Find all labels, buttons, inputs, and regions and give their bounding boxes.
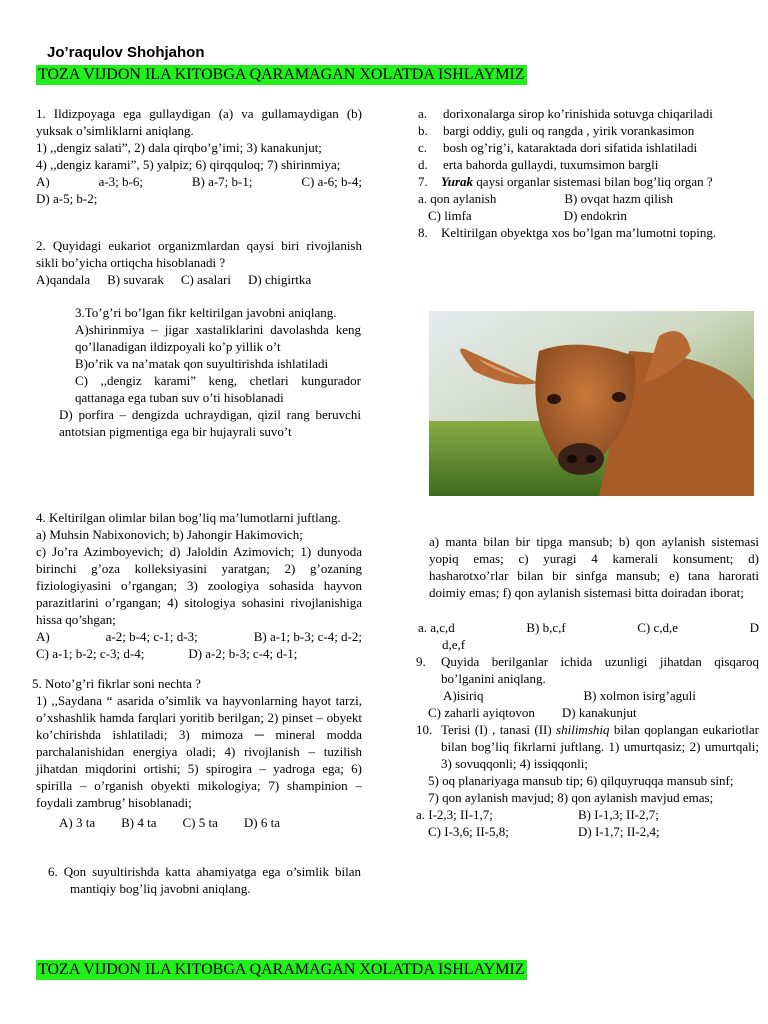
option: C) limfa	[428, 208, 472, 223]
question-1-options	[36, 173, 362, 190]
question-4-text: 4. Keltirilgan olimlar bilan bog’liq ma’lumotlarni juftlang.	[36, 510, 341, 525]
question-9-options	[416, 687, 759, 704]
option: D) 6 ta	[243, 815, 280, 830]
author-name: Jo’raqulov Shohjahon	[47, 44, 205, 61]
option: d. erta bahorda gullaydi, tuxumsimon bargli	[418, 157, 659, 172]
option: C) c,d,e	[637, 620, 679, 635]
option: a. I-2,3; II-1,7;	[416, 807, 493, 822]
question-4	[36, 509, 362, 662]
question-7-options	[418, 190, 731, 207]
option: B) ovqat hazm qilish	[564, 191, 674, 206]
option: A)	[36, 174, 50, 189]
question-4-options	[36, 628, 362, 645]
option: C) I-3,6; II-5,8;	[428, 824, 509, 839]
option: B) a-1; b-3; c-4; d-2;	[253, 629, 362, 644]
option: A)shirinmiya – jigar xastaliklarini davolashda keng qo’llanadigan ildizpoyali ko’p yillik o’t	[75, 322, 361, 354]
option: A) 3 ta	[59, 815, 96, 830]
option: c. bosh og’rig’i, kataraktada dori sifatida ishlatiladi	[418, 140, 698, 155]
option: C) a-6; b-4;	[301, 174, 362, 189]
question-6: 6. Qon suyultirishda katta ahamiyatga ega o’simlik bilan mantiqiy bog’liq javobni aniqlang.	[48, 864, 361, 896]
top-banner: TOZA VIJDON ILA KITOBGA QARAMAGAN XOLATDA ISHLAYMIZ	[38, 66, 525, 83]
option: d,e,f	[442, 637, 466, 652]
question-5-body: 1) ,,Saydana “ asarida o’simlik va hayvonlarning hayot tarzi, o’xshashlik hamda farqlari yoritib berilgan; 2) pinset – obyekt ko’chirishda ishlatiladi; 3) mimoza ─ mineral modda parchalanishidan energiya oladi; 4) rivojlanish – tuzilish jihatdan miqdorini ortishi; 5) spirogira – yadroga ega; 6) spirilla – o’rganish obyekti mikologiya; 7) shampinion – foydali zambrug’ hisoblanadi;	[36, 693, 362, 810]
option: a. dorixonalarga sirop ko’rinishida sotuvga chiqariladi	[418, 106, 713, 121]
option: a-2; b-4; c-1; d-3;	[105, 629, 198, 644]
question-10-text: Terisi (I) , tanasi (II) shilimshiq bilan qoplangan eukariotlar bilan bog’liq fikrlarni juftlang. 1) umurtqasiz; 2) umurtqali; 3) sovuqqonli; 4) issiqqonli;	[441, 722, 759, 771]
question-4-items: a) Muhsin Nabixonovich; b) Jahongir Hakimovich;	[36, 527, 303, 542]
option: a-3; b-6;	[98, 174, 143, 189]
question-10-options-2	[416, 823, 759, 840]
option: D) a-5; b-2;	[36, 191, 98, 206]
question-10: 10. Terisi (I) , tanasi (II) shilimshiq bilan qoplangan eukariotlar bilan bog’liq fikrlarni juftlang. 1) umurtqasiz; 2) umurtqali; 3) sovuqqonli; 4) issiqqonli; 5) oq planariyaga mansub tip; 6) qilquyruqqa mansub sinf; 7) qon aylanish mavjud; 8) qon aylanish mavjud emas; a. I-2,3; II-1,7; B) I-1,3; II-2,7; C) I-3,6; II-5,8; D) I-1,7; II-2,4;	[416, 722, 759, 839]
question-5-text: 5. Noto’g’ri fikrlar soni nechta ?	[32, 676, 201, 691]
question-6-options	[418, 105, 731, 241]
question-5-options	[32, 814, 362, 831]
question-10-items: 5) oq planariyaga mansub tip; 6) qilquyruqqa mansub sinf;	[428, 773, 734, 788]
option: D) porfira – dengizda uchraydigan, qizil rang beruvchi antotsian pigmentiga ega bir hujayrali suvo’t	[59, 407, 361, 439]
question-9: 9. Quyida berilganlar ichida uzunligi jihatdan qisqaroq bo’lganini aniqlang. A)isiriq B) xolmon isirg’aguli C) zaharli ayiqtovon D) kanakunjut	[416, 654, 759, 720]
bottom-banner: TOZA VIJDON ILA KITOBGA QARAMAGAN XOLATDA ISHLAYMIZ	[38, 961, 525, 978]
question-8-body: a) manta bilan bir tipga mansub; b) qon aylanish sistemasi yopiq emas; c) yuragi 4 kamerali konsument; d) hasharotxo’rlar bilan bir sinfga mansub; e) tana harorati doimiy emas; f) qon aylanish sistemasi bitta doiradan iborat;	[429, 534, 759, 600]
question-1-items-2: 4) ,,dengiz karami”, 5) yalpiz; 6) qirqquloq; 7) shirinmiya;	[36, 157, 341, 172]
option: B)o’rik va na’matak qon suyultirishda ishlatiladi	[75, 356, 329, 371]
question-10-keyword: shilimshiq	[556, 722, 610, 737]
question-8-options-row	[418, 619, 759, 636]
question-7-options-2	[418, 207, 731, 224]
option: B) 4 ta	[121, 815, 157, 830]
option: a. a,c,d	[418, 620, 455, 635]
question-4-items-2: c) Jo’ra Azimboyevich; d) Jaloldin Azimovich; 1) dunyoda birinchi g’oza kolleksiyasini yaratgan; 2) g’ozaning fiziologiyasini o’rgangan; 3) zoologiya sohasida hayvon parazitlarini o’rgangan; 4) sitologiya sohasini rivojlanishiga hissa qo’shgan;	[36, 544, 362, 627]
question-7: 7. Yurak qaysi organlar sistemasi bilan bog’liq organ ?	[418, 174, 713, 189]
option: C) zaharli ayiqtovon	[428, 705, 535, 720]
option: D) chigirtka	[248, 272, 312, 287]
option: a. qon aylanish	[418, 191, 497, 206]
option: C) 5 ta	[182, 815, 218, 830]
option: D) I-1,7; II-2,4;	[578, 824, 660, 839]
question-2	[36, 237, 362, 288]
option: B) b,c,f	[526, 620, 566, 635]
option: D) a-2; b-3; c-4; d-1;	[188, 646, 298, 661]
question-8: 8. Keltirilgan obyektga xos bo’lgan ma’lumotni toping.	[418, 225, 717, 240]
question-1	[36, 105, 362, 207]
option: D	[749, 620, 759, 635]
option: A)qandala	[36, 272, 91, 287]
option: A)isiriq	[443, 688, 484, 703]
option: b. bargi oddiy, guli oq rangda , yirik vorankasimon	[418, 123, 695, 138]
question-8-options	[418, 619, 759, 653]
option: B) I-1,3; II-2,7;	[578, 807, 659, 822]
option: C) ,,dengiz karami” keng, chetlari kungurador qattanaga ega tuban suv o’ti hisoblanadi	[75, 373, 361, 405]
question-9-text: Quyida berilganlar ichida uzunligi jihatdan qisqaroq bo’lganini aniqlang.	[441, 654, 759, 686]
question-1-text: 1. Ildizpoyaga ega gullaydigan (a) va gullamaydigan (b) yuksak o’simliklarni aniqlang.	[36, 106, 362, 138]
question-3-text: 3.To’g’ri bo’lgan fikr keltirilgan javobni aniqlang.	[75, 305, 337, 320]
question-10-options	[416, 806, 759, 823]
question-3	[59, 304, 361, 440]
question-2-text: 2. Quyidagi eukariot organizmlardan qaysi biri rivojlanish sikli bo’yicha ortiqcha hisoblanadi ?	[36, 238, 362, 270]
question-9-options-2	[416, 704, 759, 721]
question-2-options	[36, 271, 362, 288]
question-4-options-2	[36, 645, 362, 662]
option: B) xolmon isirg’aguli	[583, 688, 696, 703]
question-5	[32, 675, 362, 831]
question-1-items: 1) ,,dengiz salati”, 2) dala qirqbo’g’imi; 3) kanakunjut;	[36, 140, 322, 155]
option: A)	[36, 629, 50, 644]
question-7-keyword: Yurak	[441, 174, 474, 189]
option: C) a-1; b-2; c-3; d-4;	[36, 646, 145, 661]
option: D) endokrin	[563, 208, 627, 223]
option: B) a-7; b-1;	[191, 174, 253, 189]
option: B) suvarak	[107, 272, 164, 287]
option: D) kanakunjut	[561, 705, 637, 720]
calf-photo	[429, 311, 754, 496]
option: C) asalari	[180, 272, 231, 287]
question-10-items-2: 7) qon aylanish mavjud; 8) qon aylanish mavjud emas;	[428, 790, 714, 805]
